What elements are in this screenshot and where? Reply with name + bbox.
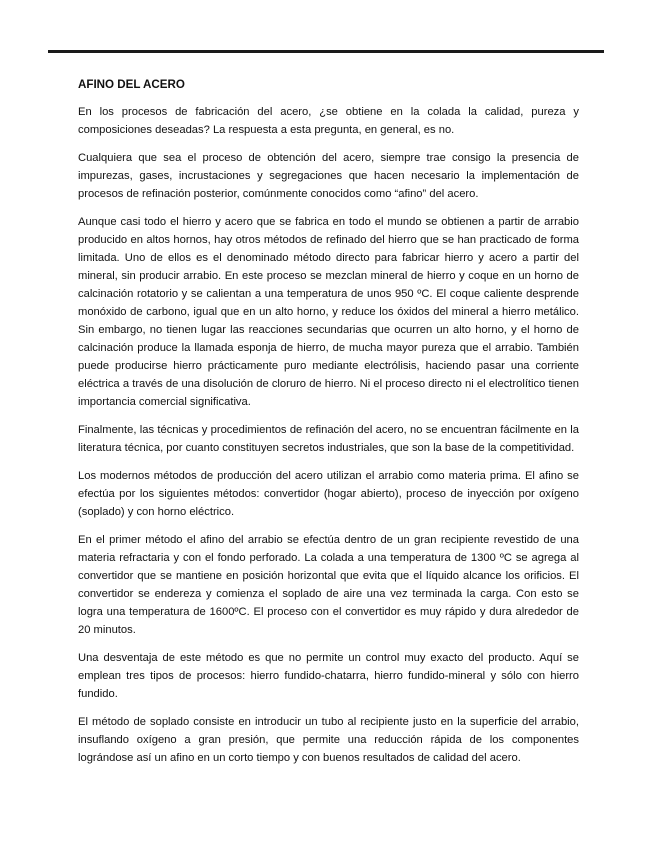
document-body: [78, 76, 579, 777]
paragraph-modern-methods: Los modernos métodos de producción del acero utilizan el arrabio como materia prima. El afino se efectúa por los siguientes métodos: convertidor (hogar abierto), proceso de inyección por oxígeno (soplado) y con horno eléctrico.: [78, 470, 579, 518]
paragraph-direct-method: Aunque casi todo el hierro y acero que se fabrica en todo el mundo se obtienen a partir de arrabio producido en altos hornos, hay otros métodos de refinado del hierro que se han practicado de forma limitada. Uno de ellos es el denominado método directo para fabricar hierro y acero a partir del mineral, sin producir arrabio. En este proceso se mezclan mineral de hierro y coque en un horno de calcinación rotatorio y se calientan a una temperatura de unos 950 ºC. El coque caliente desprende monóxido de carbono, igual que en un alto horno, y reduce los óxidos del mineral a hierro metálico. Sin embargo, no tienen lugar las reacciones secundarias que ocurren un alto horno, y el horno de calcinación produce la llamada esponja de hierro, de mucha mayor pureza que el arrabio. También puede producirse hierro prácticamente puro mediante electrólisis, haciendo pasar una corriente eléctrica a través de una disolución de cloruro de hierro. Ni el proceso directo ni el electrolítico tienen importancia comercial significativa.: [78, 216, 579, 408]
paragraph-industrial-secrets: Finalmente, las técnicas y procedimientos de refinación del acero, no se encuentran fácilmente en la literatura técnica, por cuanto constituyen secretos industriales, que son la base de la competitividad.: [78, 424, 579, 454]
paragraph-blowing: El método de soplado consiste en introducir un tubo al recipiente justo en la superficie del arrabio, insuflando oxígeno a gran presión, que permite una reducción rápida de los componentes lográndose así un afino en un corto tiempo y con buenos resultados de calidad del acero.: [78, 716, 579, 764]
header-rule: [48, 50, 604, 53]
document-title: AFINO DEL ACERO: [78, 78, 185, 91]
paragraph-disadvantage: Una desventaja de este método es que no permite un control muy exacto del producto. Aquí se emplean tres tipos de procesos: hierro fundido-chatarra, hierro fundido-mineral y sólo con hierro fundido.: [78, 652, 579, 700]
paragraph-converter: En el primer método el afino del arrabio se efectúa dentro de un gran recipiente revestido de una materia refractaria y con el fondo perforado. La colada a una temperatura de 1300 ºC se agrega al convertidor que se mantiene en posición horizontal que evita que el líquido alcance los orificios. El convertidor se endereza y comienza el soplado de aire una vez terminada la carga. Con esto se logra una temperatura de 1600ºC. El proceso con el convertidor es muy rápido y dura alrededor de 20 minutos.: [78, 534, 579, 636]
paragraph-intro: En los procesos de fabricación del acero, ¿se obtiene en la colada la calidad, pureza y composiciones deseadas? La respuesta a esta pregunta, en general, es no.: [78, 106, 579, 136]
paragraph-impurities: Cualquiera que sea el proceso de obtención del acero, siempre trae consigo la presencia de impurezas, gases, incrustaciones y segregaciones que hacen necesario la implementación de procesos de refinación posterior, comúnmente conocidos como “afino” del acero.: [78, 152, 579, 200]
